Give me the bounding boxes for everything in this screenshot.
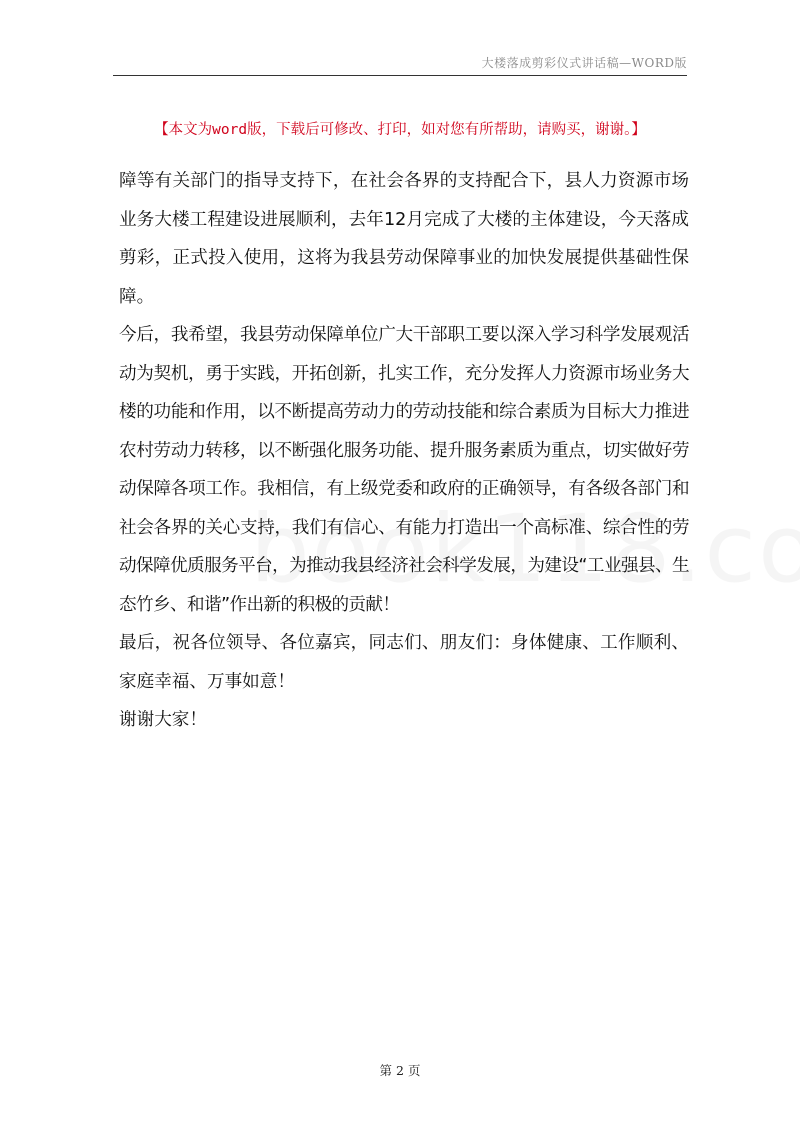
purchase-notice: 【本文为word版，下载后可修改、打印，如对您有所帮助，请购买，谢谢。】: [154, 122, 646, 138]
running-header-title: 大楼落成剪彩仪式讲话稿—WORD版: [481, 56, 687, 70]
paragraph-continuation: 障等有关部门的指导支持下，在社会各界的支持配合下，县人力资源市场业务大楼工程建设进展顺利，去年12月完成了大楼的主体建设，今天落成剪彩，正式投入使用，这将为我县劳动保障事业的加快发展提供基础性保障。: [119, 171, 689, 307]
document-body: [119, 162, 689, 740]
paragraph-thanks: 谢谢大家！: [119, 710, 207, 730]
header-rule: [113, 75, 687, 76]
paragraph-hope: 今后，我希望，我县劳动保障单位广大干部职工要以深入学习科学发展观活动为契机，勇于实践，开拓创新，扎实工作，充分发挥人力资源市场业务大楼的功能和作用，以不断提高劳动力的劳动技能和综合素质为目标大力推进农村劳动力转移，以不断强化服务功能、提升服务素质为重点，切实做好劳动保障各项工作。我相信，有上级党委和政府的正确领导，有各级各部门和社会各界的关心支持，我们有信心、有能力打造出一个高标准、综合性的劳动保障优质服务平台，为推动我县经济社会科学发展，为建设“工业强县、生态竹乡、和谐”作出新的积极的贡献！: [119, 325, 689, 615]
paragraph-wishes: 最后，祝各位领导、各位嘉宾，同志们、朋友们：身体健康、工作顺利、家庭幸福、万事如意！: [119, 633, 689, 692]
page-number: 第 2 页: [379, 1063, 421, 1078]
